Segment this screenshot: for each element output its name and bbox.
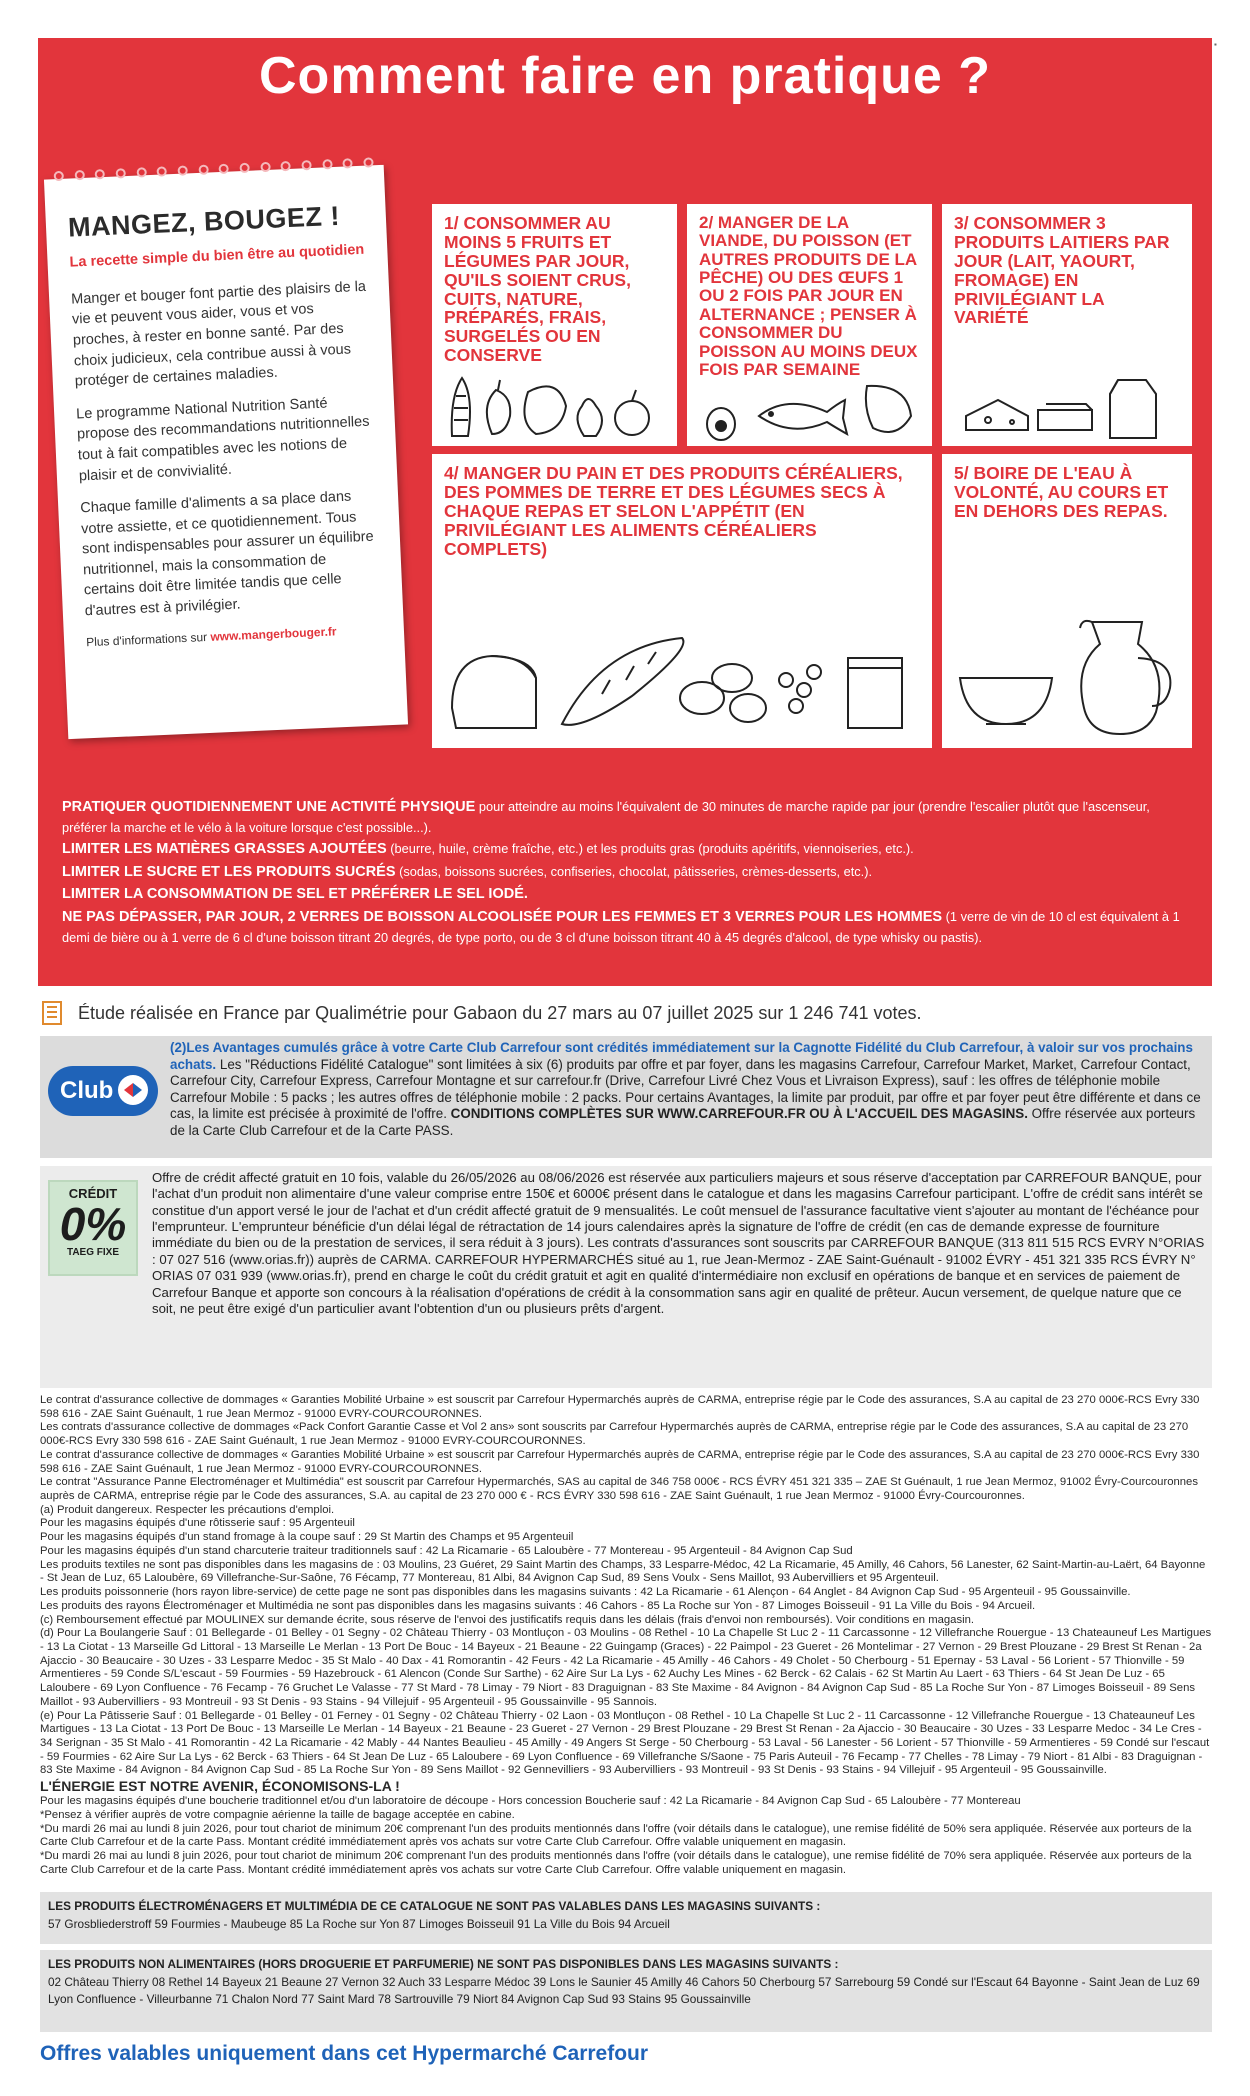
note-heading: MANGEZ, BOUGEZ ! [67, 200, 341, 243]
mangez-bougez-note [44, 165, 408, 739]
carrefour-logo-icon [118, 1075, 148, 1105]
energy-slogan: L'ÉNERGIE EST NOTRE AVENIR, ÉCONOMISONS-LA ! [40, 1778, 400, 1795]
panel-3-text: 3/ CONSOMMER 3 PRODUITS LAITIERS PAR JOUR (LAIT, YAOURT, FROMAGE) EN PRIVILÉGIANT LA VARIÉTÉ [954, 213, 1170, 328]
note-paragraph-3: Chaque famille d'aliments a sa place dans votre assiette, et ce quotidiennement. Tous sont indispensables pour assurer un équilibre nutritionnel, mais la consommation de certains doit être limitée tandis que celle d'autres est à privilégier. [79, 488, 374, 620]
panel-4-text: 4/ MANGER DU PAIN ET DES PRODUITS CÉRÉALIERS, DES POMMES DE TERRE ET DES LÉGUMES SECS À CHAQUE REPAS ET SELON L'APPÉTIT (EN PRIVILÉGIANT LES ALIMENTS CÉRÉALIERS COMPLETS) [444, 463, 903, 559]
panel-2-text: 2/ MANGER DE LA VIANDE, DU POISSON (ET AUTRES PRODUITS DE LA PÊCHE) OU DES ŒUFS 1 OU 2 FOIS PAR JOUR EN ALTERNANCE ; PENSER À CONSOMMER DU POISSON AU MOINS DEUX FOIS PAR SEMAINE [699, 213, 918, 379]
mangerbouger-link[interactable]: www.mangerbouger.fr [210, 623, 337, 644]
panel-5-text: 5/ BOIRE DE L'EAU À VOLONTÉ, AU COURS ET EN DEHORS DES REPAS. [954, 463, 1169, 521]
bread-cereals-icon [432, 598, 932, 748]
fish-eggs-meat-icon [687, 366, 932, 446]
dairy-products-icon [942, 346, 1192, 446]
club-carrefour-box [40, 1036, 1212, 1158]
note-more-info: Plus d'informations sur www.mangerbouger.fr [85, 623, 337, 649]
note-paragraph-1: Manger et bouger font partie des plaisirs de la vie et peuvent vous aider, vous et vos proches, à rester en bonne santé. Par des choix judicieux, cela contribue aussi à vous protéger de certaines maladies. [70, 278, 367, 390]
panel-produits-laitiers [942, 204, 1192, 446]
electromenager-exclusions: LES PRODUITS ÉLECTROMÉNAGERS ET MULTIMÉDIA DE CE CATALOGUE NE SONT PAS VALABLES DANS LES MAGASINS SUIVANTS : 57 Grosbliederstroff 59 Fourmies - Maubeuge 85 La Roche sur Yon 87 Limoges Boisseuil 91 La Ville du Bois 94 Arcueil [40, 1892, 1212, 1944]
panel-1-text: 1/ CONSOMMER AU MOINS 5 FRUITS ET LÉGUMES PAR JOUR, QU'ILS SOIENT CRUS, CUITS, NATURE, PRÉPARÉS, FRAIS, SURGELÉS OU EN CONSERVE [444, 213, 631, 366]
non-alimentaire-exclusions: LES PRODUITS NON ALIMENTAIRES (HORS DROGUERIE ET PARFUMERIE) NE SONT PAS DISPONIBLES DANS LES MAGASINS SUIVANTS : 02 Château Thierry 08 Rethel 14 Bayeux 21 Beaune 27 Vernon 32 Auch 33 Lesparre Médoc 39 Lons le Saunier 45 Amilly 46 Cahors 50 Cherbourg 57 Sarrebourg 59 Condé sur l'Escaut 64 Bayonne - Saint Jean de Luz 69 Lyon Confluence - Villeurbanne 71 Chalon Nord 77 Saint Mard 78 Sartrouville 79 Niort 84 Avignon Cap Sud 93 Stains 95 Goussainville [40, 1950, 1212, 2032]
water-jug-bowl-icon [942, 588, 1192, 748]
page-title: Comment faire en pratique ? [259, 47, 991, 105]
club-text: (2)Les Avantages cumulés grâce à votre Carte Club Carrefour sont crédités immédiatement sur la Cagnotte Fidélité du Club Carrefour, à valoir sur vos prochains achats. Les "Réductions Fidélité Catalogue" sont limitées à six (6) produits par offre et par foyer, dans les magasins Carrefour, Carrefour Market, Market, Carrefour Contact, Carrefour City, Carrefour Express, Carrefour Montagne et sur carrefour.fr (Drive, Carrefour Livré Chez Vous et Livraison Express), sauf : les offres de téléphonie mobile Carrefour Mobile : 5 packs ; les autres offres de téléphonie mobile : 2 packs. Pour certains Avantages, la limite par produit, par offre et par foyer peut être différente et dans ce cas, la limite est précisée à proximité de l'offre. CONDITIONS COMPLÈTES SUR WWW.CARREFOUR.FR OU À L'ACCUEIL DES MAGASINS. Offre réservée aux porteurs de la Carte Club Carrefour et de la Carte PASS. [170, 1040, 1201, 1139]
footer-note: Offres valables uniquement dans cet Hypermarché Carrefour [40, 2042, 649, 2065]
note-subheading: La recette simple du bien être au quotidien [69, 242, 365, 271]
panel-eau [942, 454, 1192, 748]
credit-text: Offre de crédit affecté gratuit en 10 fois, valable du 26/05/2026 au 08/06/2026 est réservée aux particuliers majeurs et sous réserve d'acceptation par CARREFOUR BANQUE, pour l'achat d'un produit non alimentaire d'une valeur comprise entre 150€ et 6000€ présent dans le catalogue et dans les magasins Carrefour participant. L'offre de crédit sans intérêt se constitue d'un apport versé le jour de l'achat et d'un crédit affecté gratuit de 9 mensualités. Le coût mensuel de l'assurance facultative vient s'ajouter au montant de l'échéance pour l'emprunteur. L'emprunteur bénéficie d'un délai légal de rétractation de 14 jours calendaires après la signature de l'offre de crédit (en cas de demande expresse de fourniture immédiate du bien ou de la prestation de services, il sera réduit à 3 jours). Les contrats d'assurances sont souscrits par CARREFOUR BANQUE (313 811 515 RCS EVRY N°ORIAS : 07 027 516 (www.orias.fr)) auprès de CARMA. CARREFOUR HYPERMARCHÉS situé au 1, rue Jean-Mermoz - ZAE Saint-Guénault - 91002 ÉVRY - 451 321 335 RCS ÉVRY N° ORIAS 07 031 939 (www.orias.fr), prend en charge le coût du crédit gratuit et agit en qualité d'intermédiaire non exclusif en opérations de banque et en services de paiement de Carrefour Banque et apporte son concours à la réalisation d'opérations de crédit à la consommation sans agir en qualité de prêteur. Aucun versement, de quelque nature que ce soit, ne peut être exigé d'un particulier avant l'obtention d'un ou plusieurs prêts d'argent. [152, 1170, 1205, 1316]
credit-0-percent-badge: CRÉDIT 0% TAEG FIXE [48, 1180, 138, 1276]
panel-fruits-legumes [432, 204, 677, 446]
panel-pain-cereales [432, 454, 932, 748]
panel-viande-poisson [687, 204, 932, 446]
study-notice [42, 996, 1212, 1030]
study-text: Étude réalisée en France par Qualimétrie pour Gabaon du 27 mars au 07 juillet 2025 sur 1 246 741 votes. [78, 1002, 922, 1023]
legal-notices: Le contrat d'assurance collective de dommages « Garanties Mobilité Urbaine » est souscrit par Carrefour Hypermarchés auprès de CARMA, entreprise régie par le Code des assurances, S.A au capital de 23 270 000€-RCS Evry 330 598 616 - ZAE Saint Guénault, 1 rue Jean Mermoz - 91000 EVRY-COURCOURONNES. Les contrats d'assurance collective de dommages «Pack Confort Garantie Casse et Vol 2 ans» sont souscrits par Carrefour Hypermarchés auprès de CARMA, entreprise régie par le Code des assurances, S.A au capital de 23 270 000€-RCS Evry 330 598 616 - ZAE Saint Guénault, 1 rue Jean Mermoz - 91000 EVRY-COURCOURONNES. Le contrat d'assurance collective de dommages « Garanties Mobilité Urbaine » est souscrit par Carrefour Hypermarchés auprès de CARMA, entreprise régie par le Code des assurances, S.A au capital de 23 270 000€-RCS Evry 330 598 616 - ZAE Saint Guénault, 1 rue Jean Mermoz - 91000 EVRY-COURCOURONNES. Le contrat "Assurance Panne Electroménager et Multimédia" est souscrit par Carrefour Hypermarchés, SAS au capital de 346 758 000€ - RCS ÉVRY 451 321 335 – ZAE St Guénault, 1 rue Jean Mermoz, 91002 Évry-Courcouronnes auprès de CARMA, entreprise régie par le Code des assurances, S.A. au capital de 23 270 000 € - RCS ÉVRY 330 598 616 - ZAE Saint Guénault, 1 rue Jean Mermoz - 91000 Évry-Courcouronnes. (a) Produit dangereux. Respecter les précautions d'emploi. Pour les magasins équipés d'une rôtisserie sauf : 95 Argenteuil Pour les magasins équipés d'un stand fromage à la coupe sauf : 29 St Martin des Champs et 95 Argenteuil Pour les magasins équipés d'un stand charcuterie traiteur traditionnels sauf : 42 La Ricamarie - 65 Laloubère - 77 Montereau - 95 Argenteuil - 84 Avignon Cap Sud Les produits textiles ne sont pas disponibles dans les magasins de : 03 Moulins, 23 Guéret, 29 Saint Martin des Champs, 33 Lesparre-Médoc, 42 La Ricamarie, 45 Amilly, 46 Cahors, 56 Lanester, 62 Saint-Martin-au-Laërt, 64 Bayonne - St Jean de Luz, 65 Laloubère, 69 Villefranche-Sur-Saône, 76 Fécamp, 77 Montereau, 81 Albi, 84 Avignon Cap Sud, 89 Sens Voulx - Sens Maillot, 93 Aubervilliers et 95 Argenteuil. Les produits poissonnerie (hors rayon libre-service) de cette page ne sont pas disponibles dans les magasins suivants : 42 La Ricamarie - 61 Alençon - 64 Anglet - 84 Avignon Cap Sud - 95 Argenteuil - 95 Goussainville. Les produits des rayons Électroménager et Multimédia ne sont pas disponibles dans les magasins suivants : 46 Cahors - 85 La Roche sur Yon - 87 Limoges Boisseuil - 91 La Ville du Bois - 94 Arcueil. (c) Remboursement effectué par MOULINEX sur demande écrite, sous réserve de l'envoi des justificatifs requis dans les délais (frais d'envoi non remboursés). Voir conditions en magasin. (d) Pour La Boulangerie Sauf : 01 Bellegarde - 01 Belley - 01 Segny - 02 Château Thierry - 03 Montluçon - 03 Moulins - 08 Rethel - 10 La Chapelle St Luc 2 - 11 Carcassonne - 12 Villefranche Rouergue - 13 Chateauneuf Les Martigues - 13 La Ciotat - 13 Marseille Gd Littoral - 13 Marseille Le Merlan - 13 Port De Bouc - 14 Bayeux - 21 Beaune - 22 Guingamp (Graces) - 22 Paimpol - 23 Gueret - 26 Montelimar - 27 Vernon - 29 Brest Plouzane - 29 Brest St Renan - 2a Ajaccio - 30 Beaucaire - 30 Uzes - 33 Lesparre Medoc - 35 St Malo - 40 Dax - 41 Romorantin - 42 Feurs - 42 La Ricamarie - 45 Amilly - 46 Cahors - 49 Cholet - 50 Cherbourg - 51 Epernay - 53 Laval - 56 Lorient - 57 Thionville - 59 Armentieres - 59 Conde S/L'escaut - 59 Fourmies - 59 Hazebrouck - 61 Alencon (Conde Sur Sarthe) - 62 Aire Sur La Lys - 62 Auchy Les Mines - 62 Berck - 62 Calais - 62 St Martin Au Laert - 63 Thiers - 64 St Jean De Luz - 65 Laloubere - 69 Lyon Confluence - 76 Fecamp - 76 Gruchet Le Valasse - 77 St Mard - 78 Limay - 79 Niort - 83 Draguignan - 83 Ste Maxime - 84 Avignon - 84 Avignon Cap Sud - 85 La Roche Sur Yon - 87 Limoges Boisseuil - 89 Sens Maillot - 93 Aubervilliers - 93 Montreuil - 93 St Denis - 93 Stains - 94 Villejuif - 95 Argenteuil - 95 Goussainville - 95 Sannois. (e) Pour La Pâtisserie Sauf : 01 Bellegarde - 01 Belley - 01 Ferney - 01 Segny - 02 Château Thierry - 02 Laon - 03 Montluçon - 08 Rethel - 10 La Chapelle St Luc 2 - 11 Carcassonne - 12 Villefranche Rouergue - 13 Chateauneuf Les Martigues - 13 La Ciotat - 13 Port De Bouc - 13 Marseille Le Merlan - 14 Bayeux - 21 Beaune - 23 Gueret - 27 Vernon - 29 Brest Plouzane - 29 Brest St Renan - 2a Ajaccio - 30 Beaucaire - 30 Uzes - 33 Lesparre Medoc - 34 Le Cres - 34 Serignan - 35 St Malo - 41 Romorantin - 42 La Ricamarie - 42 Mably - 44 Nantes Beaulieu - 45 Amilly - 49 Angers St Serge - 50 Cherbourg - 53 Laval - 56 Lanester - 56 Lorient - 57 Thionville - 59 Armentieres - 59 Condé sur l'escaut - 59 Fourmies - 62 Aire Sur La Lys - 62 Berck - 63 Thiers - 64 St Jean De Luz - 65 Laloubere - 69 Lyon Confluence - 69 Villefranche S/Saone - 75 Paris Auteuil - 76 Fecamp - 77 Chelles - 78 Limay - 79 Niort - 81 Albi - 83 Draguignan - 83 Ste Maxime - 84 Avignon - 84 Avignon Cap Sud - 85 La Roche Sur Yon - 89 Sens Maillot - 92 Gennevilliers - 93 Aubervilliers - 93 Montreuil - 93 St Denis - 93 Stains - 94 Villejuif - 95 Argenteuil - 95 Goussainville. L'ÉNERGIE EST NOTRE AVENIR, ÉCONOMISONS-LA ! Pour les magasins équipés d'une boucherie traditionnel et/ou d'un laboratoire de découpe - Hors concession Boucherie sauf : 42 La Ricamarie - 84 Avignon Cap Sud - 65 Laloubère - 77 Montereau *Pensez à vérifier auprès de votre compagnie aérienne la taille de bagage acceptée en cabine. *Du mardi 26 mai au lundi 8 juin 2026, pour tout chariot de minimum 20€ comprenant l'un des produits mentionnés dans l'offre (voir détails dans le catalogue), une remise fidélité de 50% sera appliquée. Réservée aux porteurs de la Carte Club Carrefour et de la carte Pass. Montant crédité immédiatement après vos achats sur votre Carte Club Carrefour. Offre valable uniquement en magasin. *Du mardi 26 mai au lundi 8 juin 2026, pour tout chariot de minimum 20€ comprenant l'un des produits mentionnés dans l'offre (voir détails dans le catalogue), une remise fidélité de 70% sera appliquée. Réservée aux porteurs de la Carte Club Carrefour et de la carte Pass. Montant crédité immédiatement après vos achats sur votre Carte Club Carrefour. Offre valable uniquement en magasin. [40, 1394, 1212, 1876]
page-corner-mark: ▪ [1214, 40, 1217, 49]
conditions-link[interactable]: CONDITIONS COMPLÈTES SUR WWW.CARREFOUR.FR OU À L'ACCUEIL DES MAGASINS. [450, 1106, 1028, 1122]
fruits-vegetables-icon [432, 356, 677, 446]
club-carrefour-logo: Club [48, 1066, 158, 1116]
survey-icon [42, 1001, 62, 1025]
health-tips: PRATIQUER QUOTIDIENNEMENT UNE ACTIVITÉ PHYSIQUE pour atteindre au moins l'équivalent de 30 minutes de marche rapide par jour (prendre l'escalier plutôt que l'ascenseur, préférer la marche et le vélo à la voiture lorsque c'est possible...). LIMITER LES MATIÈRES GRASSES AJOUTÉES (beurre, huile, crème fraîche, etc.) et les produits gras (produits apéritifs, viennoiseries, etc.). LIMITER LE SUCRE ET LES PRODUITS SUCRÉS (sodas, boissons sucrées, confiseries, chocolat, pâtisseries, crèmes-desserts, etc.). LIMITER LA CONSOMMATION DE SEL ET PRÉFÉRER LE SEL IODÉ. NE PAS DÉPASSER, PAR JOUR, 2 VERRES DE BOISSON ALCOOLISÉE POUR LES FEMMES ET 3 VERRES POUR LES HOMMES (1 verre de vin de 10 cl est équivalent à 1 demi de bière ou à 1 verre de 6 cl d'une boisson titrant 20 degrés, de type porto, ou de 3 cl d'une boisson titrant 40 à 45 degrés d'alcool, de type whisky ou pastis). [62, 799, 1180, 946]
credit-offer-box [40, 1166, 1212, 1388]
note-paragraph-2: Le programme National Nutrition Santé propose des recommandations nutritionnelles tout à fait compatibles avec les notions de plaisir et de convivialité. [75, 395, 370, 484]
